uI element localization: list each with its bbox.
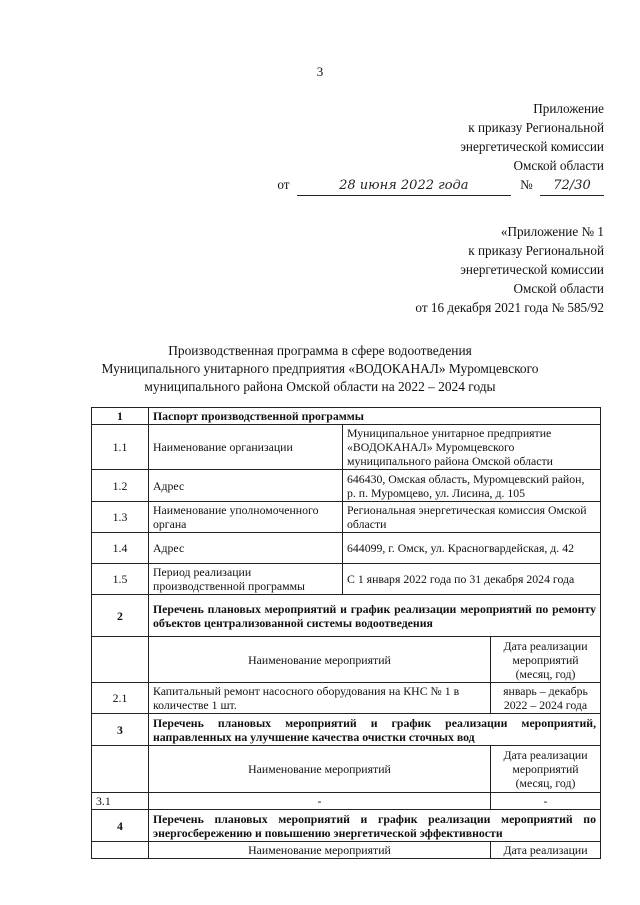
row-value: 644099, г. Омск, ул. Красногвардейская, д. 42 [343, 533, 601, 564]
section-title: Перечень плановых мероприятий и график реализации мероприятий по ремонту объектов централизованной системы водоотведения [149, 595, 601, 637]
row-label: Адрес [149, 533, 343, 564]
title-line: Производственная программа в сфере водоотведения [168, 343, 472, 358]
section-number: 3 [92, 714, 149, 746]
row-number: 1.4 [92, 533, 149, 564]
table-row [92, 746, 601, 793]
table-row [92, 470, 601, 502]
row-number: 2.1 [92, 683, 149, 714]
row-date: январь – декабрь 2022 – 2024 года [491, 683, 601, 714]
row-value: Муниципальное унитарное предприятие «ВОДОКАНАЛ» Муромцевского муниципального района Омской области [343, 425, 601, 470]
row-label: Адрес [149, 470, 343, 502]
section-title: Паспорт производственной программы [149, 408, 601, 425]
table-row [92, 810, 601, 842]
title-line: Муниципального унитарного предприятия «ВОДОКАНАЛ» Муромцевского [101, 361, 539, 376]
handwritten-number: 72/30 [553, 178, 591, 193]
table-row [92, 842, 601, 859]
program-table [91, 407, 601, 859]
row-value: Региональная энергетическая комиссия Омской области [343, 502, 601, 533]
appendix-line: к приказу Региональной [468, 243, 604, 258]
column-header-date: Дата реализации мероприятий (месяц, год) [491, 746, 601, 793]
number-label: № [520, 177, 533, 192]
row-date: - [491, 793, 601, 810]
table-row [92, 564, 601, 595]
section-title: Перечень плановых мероприятий и график реализации мероприятий, направленных на улучшение качества очистки сточных вод [149, 714, 601, 746]
section-title: Перечень плановых мероприятий и график реализации мероприятий по энергосбережению и повышению энергетической эффективности [149, 810, 601, 842]
table-row [92, 793, 601, 810]
row-name: Капитальный ремонт насосного оборудования на КНС № 1 в количестве 1 шт. [149, 683, 491, 714]
table-row [92, 533, 601, 564]
row-number: 1.3 [92, 502, 149, 533]
row-label: Наименование уполномоченного органа [149, 502, 343, 533]
section-number: 1 [92, 408, 149, 425]
table-row [92, 502, 601, 533]
from-label: от [277, 177, 290, 192]
column-header-name: Наименование мероприятий [149, 746, 491, 793]
column-header-name: Наименование мероприятий [149, 637, 491, 683]
row-number: 3.1 [92, 793, 149, 810]
section-number: 4 [92, 810, 149, 842]
table-row [92, 714, 601, 746]
column-header-date: Дата реализации [491, 842, 601, 859]
row-number: 1.2 [92, 470, 149, 502]
appendix-line: Омской области [513, 158, 604, 173]
appendix-line: Приложение [533, 101, 604, 116]
table-row [92, 408, 601, 425]
section-number: 2 [92, 595, 149, 637]
table-row [92, 595, 601, 637]
table-row [92, 683, 601, 714]
appendix-line: Омской области [513, 281, 604, 296]
page-number: 3 [316, 64, 324, 79]
appendix-line: «Приложение № 1 [500, 224, 604, 239]
table-row [92, 637, 601, 683]
column-header-name: Наименование мероприятий [149, 842, 491, 859]
title-line: муниципального района Омской области на 2022 – 2024 годы [144, 379, 496, 394]
empty-cell [92, 637, 149, 683]
row-value: С 1 января 2022 года по 31 декабря 2024 года [343, 564, 601, 595]
table-row [92, 425, 601, 470]
column-header-date: Дата реализации мероприятий (месяц, год) [491, 637, 601, 683]
order-date-line [277, 175, 604, 196]
appendix-header-new [277, 99, 604, 196]
row-label: Наименование организации [149, 425, 343, 470]
row-number: 1.1 [92, 425, 149, 470]
appendix-line: энергетической комиссии [460, 139, 604, 154]
empty-cell [92, 746, 149, 793]
row-value: 646430, Омская область, Муромцевский район, р. п. Муромцево, ул. Лисина, д. 105 [343, 470, 601, 502]
empty-cell [92, 842, 149, 859]
appendix-line: к приказу Региональной [468, 120, 604, 135]
row-number: 1.5 [92, 564, 149, 595]
row-name: - [149, 793, 491, 810]
row-label: Период реализации производственной программы [149, 564, 343, 595]
appendix-header-old [415, 222, 604, 317]
document-title [0, 342, 640, 396]
handwritten-date: 28 июня 2022 года [339, 178, 469, 193]
appendix-line: энергетической комиссии [460, 262, 604, 277]
appendix-line: от 16 декабря 2021 года № 585/92 [415, 300, 604, 315]
